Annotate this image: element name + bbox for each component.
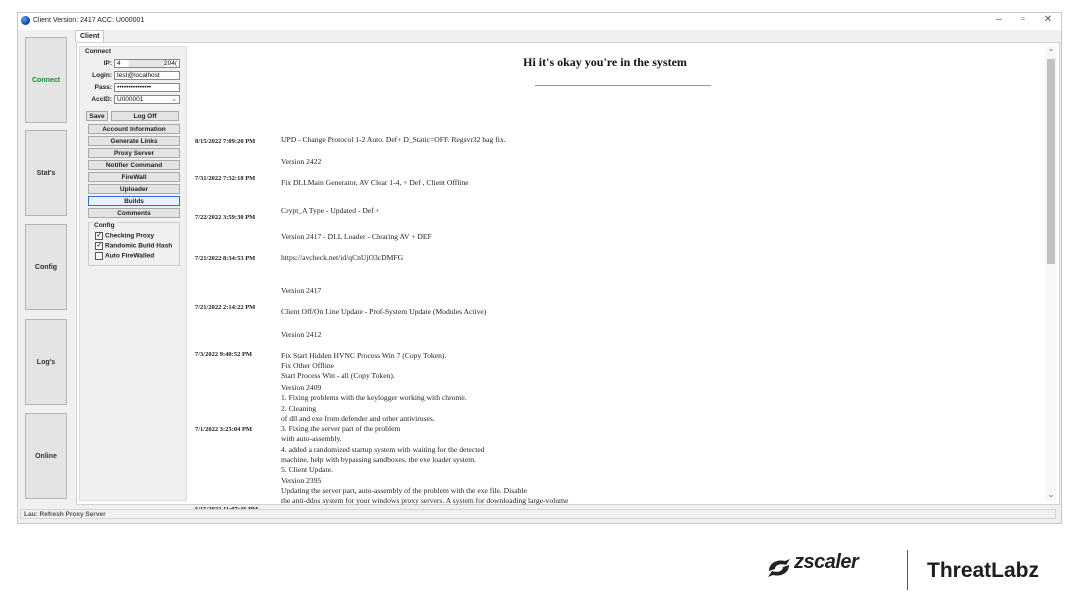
entry-text: 2. Cleaning [281,404,317,413]
nav-online-button[interactable]: Online [25,413,67,499]
notifier-command-button[interactable]: Notifier Command [88,160,180,170]
ip-input[interactable] [114,59,180,68]
scroll-down-icon[interactable]: ⌄ [1047,490,1055,499]
generate-links-button[interactable]: Generate Links [88,136,180,146]
entry-text: Version 2409 [281,383,322,392]
comments-button[interactable]: Comments [88,208,180,218]
entry-text: Fix Other Offline [281,361,335,370]
checkbox-checked-icon: ✓ [96,243,102,249]
zscaler-wordmark: zscaler [794,551,859,573]
client-panel [76,42,1060,505]
globe-icon [21,16,30,25]
changelog-view [195,46,1045,505]
logoff-button[interactable]: Log Off [111,111,179,121]
password-input[interactable]: ••••••••••••••• [114,83,180,92]
auto-firewalled-checkbox[interactable] [95,252,154,260]
pass-label: Pass: [94,84,112,91]
entry-date: 7/31/2022 7:32:18 PM [195,175,256,182]
accid-value: U000001 [117,96,144,103]
nav-stats-button[interactable]: Stat's [25,130,67,216]
entry-text: of dll and exe from defender and other antiviruses. [281,414,435,423]
entry-date: 7/22/2022 3:59:30 PM [195,214,256,221]
brand-divider [907,550,908,590]
entry-text: Version 2395 [281,476,322,485]
nav-config-button[interactable]: Config [25,224,67,310]
chevron-down-icon: ⌄ [171,96,177,103]
heading-divider [535,85,711,86]
tab-client[interactable]: Client [75,30,104,42]
entry-link[interactable]: https://avcheck.net/id/qCnUjO3cDMFG [281,253,404,262]
entry-date: 8/15/2022 7:09:20 PM [195,138,256,145]
entry-text: Version 2417 [281,286,322,295]
login-input[interactable]: test@localhost [114,71,180,80]
accid-label: AccID: [91,96,112,103]
window-title: Client Version: 2417 ACC: U000001 [33,17,145,24]
minimize-button[interactable]: – [996,14,1002,25]
checking-proxy-checkbox[interactable] [95,232,154,240]
scroll-up-icon[interactable]: ⌃ [1047,48,1055,57]
entry-text: 1. Fixing problems with the keylogger working with chrome. [281,393,467,402]
zscaler-logo [766,551,896,589]
ip-value-end: 204( [163,60,177,67]
entry-text: UPD - Change Protocol 1-2 Auto. Def+ D_Static=OFF. Regsvr32 bag fix. [281,135,506,144]
nav-logs-button[interactable]: Log's [25,319,67,405]
entry-date: 7/21/2022 8:34:53 PM [195,255,256,262]
client-window [17,12,1062,524]
entry-text: 4. added a randomized startup system with waiting for the detected [281,445,485,454]
randomic-build-hash-checkbox[interactable] [95,242,172,250]
login-label: Login: [92,72,112,79]
page-heading: Hi it's okay you're in the system [523,55,687,69]
config-group-title: Config [94,222,115,229]
entry-text: Crypt_A Type - Updated - Def + [281,206,380,215]
firewall-button[interactable]: FireWall [88,172,180,182]
randomic-build-hash-label: Randomic Build Hash [105,242,173,250]
entry-text: 5. Client Update. [281,465,333,474]
config-group [88,222,180,266]
checking-proxy-label: Checking Proxy [105,232,155,240]
entry-text: machine. help with bypassing sandboxes. the exe loader system. [281,455,477,464]
entry-text: with auto-assembly. [281,434,342,443]
uploader-button[interactable]: Uploader [88,184,180,194]
entry-text: Fix Start Hidden HVNC Process Win 7 (Copy Token). [281,351,447,360]
nav-connect-button[interactable]: Connect [25,37,67,123]
zscaler-logo-icon [766,555,792,581]
checkbox-unchecked-icon [95,252,103,260]
vertical-scrollbar[interactable] [1045,46,1057,501]
entry-text: 3. Fixing the server part of the problem [281,424,401,433]
close-button[interactable]: ✕ [1043,14,1053,25]
status-bar: Lau: Refresh Proxy Server [20,509,1056,519]
client-sidebar [79,46,187,501]
builds-button[interactable]: Builds [88,196,180,206]
checkbox-checked-icon: ✓ [96,233,102,239]
entry-date: 7/21/2022 2:14:22 PM [195,304,256,311]
scrollbar-thumb[interactable] [1047,59,1055,264]
connect-group-title: Connect [85,48,111,55]
maximize-button[interactable]: ▫ [1021,14,1025,25]
entry-text: the anti-ddos system for your windows proxy servers. A system for downloading large-volume [281,496,569,505]
entry-date: 7/1/2022 3:23:04 PM [195,426,253,433]
ip-label: IP: [103,60,112,67]
entry-date: 7/3/2022 9:40:52 PM [195,351,253,358]
entry-text: Version 2417 - DLL Loader - Clearing AV + DEF [281,232,432,241]
threatlabz-wordmark: ThreatLabz [927,559,1040,582]
accid-select[interactable] [114,95,180,104]
entry-text: Fix DLLMain Generator, AV Clear 1-4, + Def , Client Offline [281,178,469,187]
entry-text: Updating the server part, auto-assembly of the problem with the exe file. Disable [281,486,527,495]
entry-text: Start Process Win - all (Copy Token). [281,371,395,380]
title-bar [18,13,1061,30]
proxy-server-button[interactable]: Proxy Server [88,148,180,158]
entry-text: Client Off/On Line Update - Prof-System Update (Modules Active) [281,307,487,316]
auto-firewalled-label: Auto FireWalled [105,252,155,260]
entry-text: Version 2422 [281,157,322,166]
entry-text: Version 2412 [281,330,322,339]
save-button[interactable]: Save [86,111,108,121]
account-information-button[interactable]: Account Information [88,124,180,134]
ip-value-start: 4 [117,60,121,67]
